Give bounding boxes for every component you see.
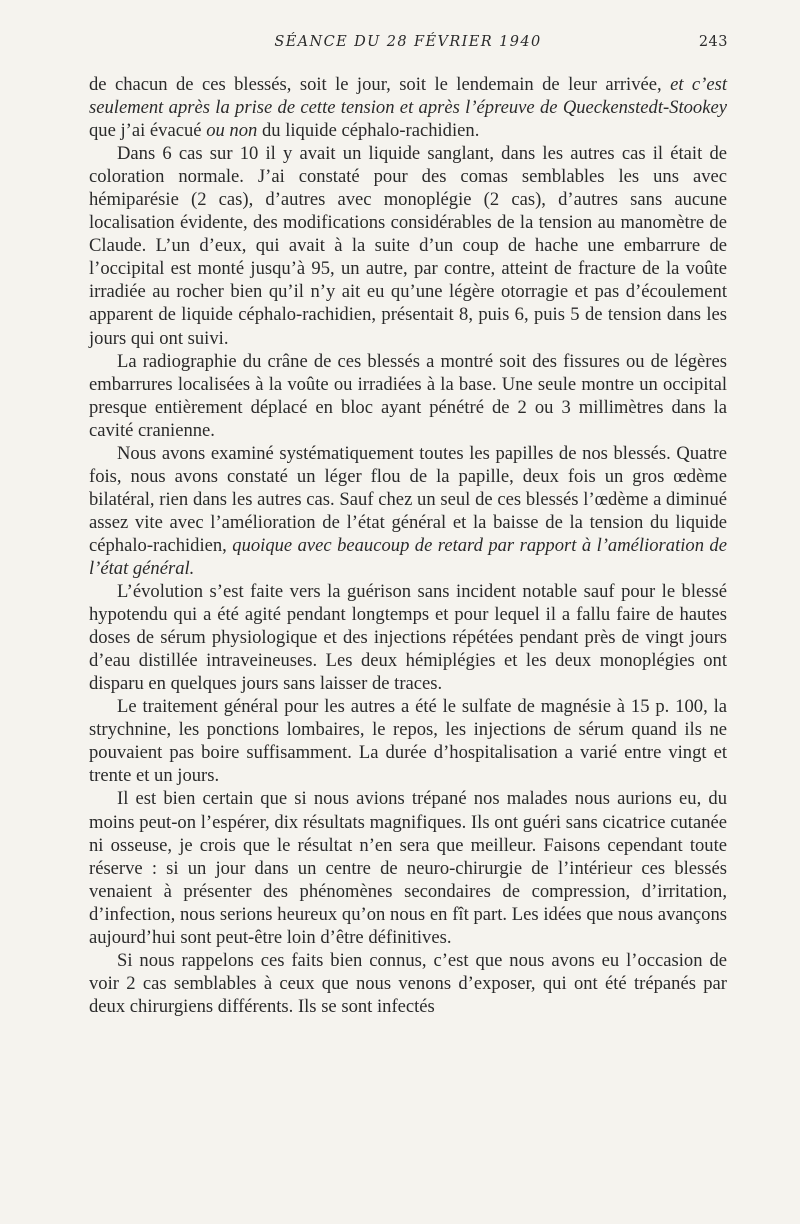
text-segment: Il est bien certain que si nous avions trépané nos malades nous aurions eu, du moins peut-on l’espérer, dix résultats magnifiques. Ils ont guéri sans cicatrice cutanée ni osseuse, je crois que le résultat n’en sera que meilleur. Faisons cependant toute réserve : si un jour dans un centre de neuro-chirurgie de l’intérieur ces blessés venaient à présenter des phénomènes secondaires de compression, d’irritation, d’infection, nous serions heureux qu’on nous en fît part. Les idées que nous avançons aujourd’hui sont peut-être loin d’être définitives.: [89, 788, 727, 948]
italic-text-segment: et c’est seulement après la prise de cette tension et après l’épreuve de Queckenstedt-Stookey: [89, 74, 727, 119]
text-segment: L’évolution s’est faite vers la guérison sans incident notable sauf pour le blessé hypotendu qui a été agité pendant longtemps et pour lequel il a fallu faire de hautes doses de sérum physiologique et des injections répétées pendant près de vingt jours d’eau distillée intraveineuses. Les deux hémiplégies et les deux monoplégies ont disparu en quelques jours sans laisser de traces.: [89, 581, 727, 695]
page-header: [88, 34, 728, 54]
text-segment: Nous avons examiné systématiquement toutes les papilles de nos blessés. Quatre fois, nous avons constaté un léger flou de la papille, deux fois un gros œdème bilatéral, rien dans les autres cas. Sauf chez un seul de ces blessés l’œdème a diminué assez vite avec l’amélioration de l’état général et la baisse de la tension du liquide céphalo-rachidien,: [89, 442, 727, 556]
text-segment: Si nous rappelons ces faits bien connus, c’est que nous avons eu l’occasion de voir 2 cas semblables à ceux que nous venons d’exposer, qui ont été trépanés par deux chirurgiens différents. Ils se sont infectés: [89, 949, 727, 1017]
paragraph: [89, 580, 727, 695]
text-segment: Le traitement général pour les autres a été le sulfate de magnésie à 15 p. 100, la strychnine, les ponctions lombaires, le repos, les injections de sérum quand ils ne pouvaient pas boire suffisamment. La durée d’hospitalisation a varié entre vingt et trente et un jours.: [89, 696, 727, 787]
text-segment: du liquide céphalo-rachidien.: [257, 120, 480, 142]
italic-text-segment: quoique avec beaucoup de retard par rapport à l’amélioration de l’état général.: [89, 534, 727, 579]
paragraph: [89, 949, 727, 1018]
text-segment: de chacun de ces blessés, soit le jour, soit le lendemain de leur arrivée,: [89, 74, 671, 95]
paragraph: [89, 73, 727, 142]
page-number: 243: [698, 34, 728, 50]
paragraph: [89, 787, 727, 948]
paragraph: [89, 695, 727, 787]
text-segment: La radiographie du crâne de ces blessés a montré soit des fissures ou de légères embarrures localisées à la voûte ou irradiées à la base. Une seule montre un occipital presque entièrement déplacé en bloc ayant pénétré de 2 ou 3 millimètres dans la cavité cranienne.: [89, 350, 727, 441]
italic-text-segment: ou non: [206, 120, 258, 142]
paragraph: [89, 142, 727, 349]
paragraph: [89, 442, 727, 580]
text-segment: Dans 6 cas sur 10 il y avait un liquide sanglant, dans les autres cas il était de coloration normale. J’ai constaté pour des comas semblables les uns avec hémiparésie (2 cas), d’autres avec monoplégie (2 cas), d’autres sans aucune localisation évidente, des modifications considérables de la tension au manomètre de Claude. L’un d’eux, qui avait à la suite d’un coup de hache une embarrure de l’occipital est monté jusqu’à 95, un autre, par contre, atteint de fracture de la voûte irradiée au rocher bien qu’il n’y ait eu qu’une légère otorragie et pas d’écoulement apparent de liquide céphalo-rachidien, présentait 8, puis 6, puis 5 de tension dans les jours qui ont suivi.: [89, 143, 727, 349]
paragraph: [89, 350, 727, 442]
text-segment: que j’ai évacué: [89, 120, 207, 142]
running-title: SÉANCE DU 28 FÉVRIER 1940: [274, 34, 542, 50]
body-text: [89, 73, 727, 1018]
